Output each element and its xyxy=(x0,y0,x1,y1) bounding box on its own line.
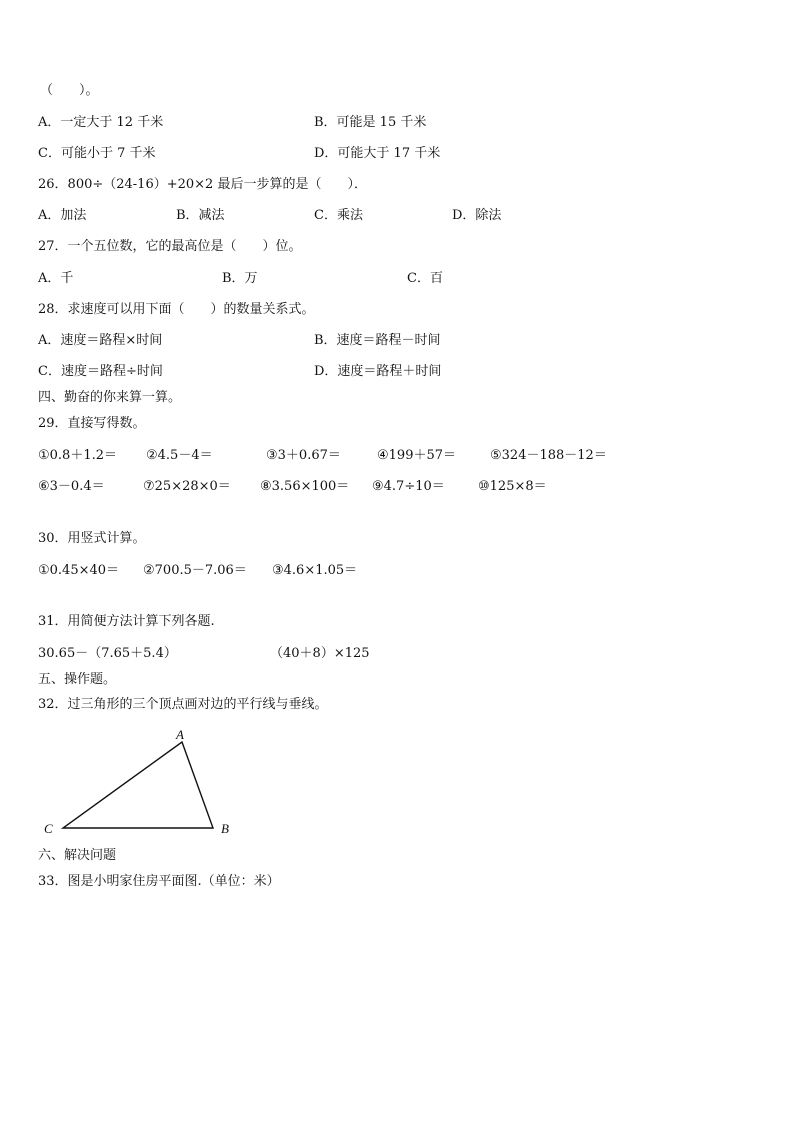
q28-option-b: B．速度＝路程－时间 xyxy=(314,333,441,348)
vertex-c-label: C xyxy=(44,821,53,836)
q28-stem: 28．求速度可以用下面（ ）的数量关系式。 xyxy=(38,302,315,317)
q31-item: （40＋8）×125 xyxy=(270,646,370,661)
q29-item: ④199＋57＝ xyxy=(377,448,457,463)
q30-item: ②700.5－7.06＝ xyxy=(143,563,247,578)
q25-option-b: B．可能是 15 千米 xyxy=(314,115,427,130)
q29-item: ②4.5－4＝ xyxy=(146,448,213,463)
q28-option-c: C．速度＝路程÷时间 xyxy=(38,364,163,379)
section-5-title: 五、操作题。 xyxy=(38,672,117,687)
q30-item: ①0.45×40＝ xyxy=(38,563,120,578)
section-6-title: 六、解决问题 xyxy=(38,848,117,863)
q26-option-a: A．加法 xyxy=(38,208,87,223)
q29-stem: 29．直接写得数。 xyxy=(38,416,146,431)
q25-option-a: A．一定大于 12 千米 xyxy=(38,115,164,130)
q26-option-d: D．除法 xyxy=(452,208,502,223)
section-4-title: 四、勤奋的你来算一算。 xyxy=(38,390,182,405)
q27-option-b: B．万 xyxy=(222,271,258,286)
q26-stem: 26．800÷（24-16）+20×2 最后一步算的是（ ）． xyxy=(38,177,367,192)
q26-option-c: C．乘法 xyxy=(314,208,363,223)
q32-stem: 32．过三角形的三个顶点画对边的平行线与垂线。 xyxy=(38,697,328,712)
q29-item: ⑥3－0.4＝ xyxy=(38,479,105,494)
q29-item: ⑩125×8＝ xyxy=(478,479,547,494)
vertex-a-label: A xyxy=(176,727,184,742)
q27-option-a: A．千 xyxy=(38,271,74,286)
q28-option-a: A．速度＝路程×时间 xyxy=(38,333,163,348)
q29-item: ⑦25×28×0＝ xyxy=(143,479,231,494)
q29-item: ③3＋0.67＝ xyxy=(266,448,341,463)
q27-stem: 27．一个五位数，它的最高位是（ ）位。 xyxy=(38,239,302,254)
q31-item: 30.65－（7.65＋5.4） xyxy=(38,646,177,661)
q25-option-c: C．可能小于 7 千米 xyxy=(38,146,156,161)
q30-stem: 30．用竖式计算。 xyxy=(38,531,146,546)
q30-item: ③4.6×1.05＝ xyxy=(272,563,358,578)
q25-option-d: D．可能大于 17 千米 xyxy=(314,146,441,161)
q26-option-b: B．减法 xyxy=(176,208,225,223)
q28-option-d: D．速度＝路程＋时间 xyxy=(314,364,442,379)
q29-item: ⑤324－188－12＝ xyxy=(490,448,607,463)
q29-item: ⑧3.56×100＝ xyxy=(260,479,350,494)
vertex-b-label: B xyxy=(221,821,229,836)
q27-option-c: C．百 xyxy=(407,271,443,286)
q31-stem: 31．用简便方法计算下列各题. xyxy=(38,614,215,629)
q29-item: ⑨4.7÷10＝ xyxy=(372,479,445,494)
q25-stem-tail: （ ）。 xyxy=(40,83,99,98)
q29-item: ①0.8＋1.2＝ xyxy=(38,448,118,463)
q33-stem: 33．图是小明家住房平面图.（单位：米） xyxy=(38,874,280,889)
triangle-abc xyxy=(63,742,213,828)
